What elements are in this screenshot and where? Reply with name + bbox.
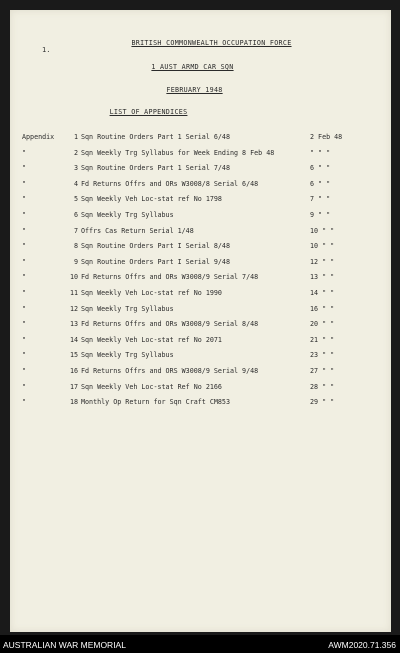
appendix-row — [10, 273, 391, 289]
appendix-number: 16 — [69, 366, 78, 375]
heading-force: BRITISH COMMONWEALTH OCCUPATION FORCE — [131, 39, 292, 47]
appendix-label: " — [22, 304, 27, 313]
appendix-date: 7 " " — [310, 195, 331, 204]
appendix-description: Sqn Weekly Trg Syllabus — [81, 351, 174, 360]
appendix-description: Sqn Weekly Trg Syllabus — [81, 304, 174, 313]
appendix-date: 23 " " — [310, 351, 335, 360]
appendix-list — [10, 133, 391, 414]
appendix-date: " " " — [310, 148, 331, 157]
appendix-row — [10, 133, 391, 149]
appendix-date: 6 " " — [310, 164, 331, 173]
appendix-number: 3 — [73, 164, 78, 173]
appendix-number: 17 — [69, 382, 78, 391]
appendix-number: 1 — [73, 133, 78, 141]
appendix-row — [10, 320, 391, 336]
appendix-number: 8 — [73, 242, 78, 251]
appendix-row — [10, 305, 391, 321]
appendix-date: 14 " " — [310, 288, 335, 297]
appendix-row — [10, 336, 391, 352]
appendix-row — [10, 289, 391, 305]
appendix-label: " — [22, 164, 27, 173]
appendix-label: " — [22, 210, 27, 219]
appendix-date: 16 " " — [310, 304, 335, 313]
appendix-date: 28 " " — [310, 382, 335, 391]
appendix-description: Sqn Routine Orders Part 1 Serial 7/48 — [81, 164, 230, 173]
appendix-description: Fd Returns Offrs and ORs W3008/9 Serial 8/48 — [81, 320, 259, 329]
appendix-label: " — [22, 273, 27, 282]
appendix-row — [10, 351, 391, 367]
appendix-number: 6 — [73, 210, 78, 219]
appendix-label: " — [22, 257, 27, 266]
appendix-description: Monthly Op Return for Sqn Craft CM853 — [81, 398, 230, 407]
heading-list-title: LIST OF APPENDICES — [109, 108, 188, 116]
appendix-description: Sqn Weekly Veh Loc-stat ref No 1990 — [81, 288, 222, 297]
appendix-row — [10, 242, 391, 258]
appendix-number: 2 — [73, 148, 78, 157]
appendix-row — [10, 258, 391, 274]
appendix-label: " — [22, 179, 27, 188]
appendix-row — [10, 149, 391, 165]
heading-month: FEBRUARY 1948 — [166, 86, 223, 94]
appendix-row — [10, 164, 391, 180]
appendix-number: 13 — [69, 320, 78, 329]
appendix-row — [10, 195, 391, 211]
appendix-description: Fd Returns Offrs and ORS W3008/9 Serial 9/48 — [81, 366, 259, 375]
appendix-number: 18 — [69, 398, 78, 407]
appendix-label: " — [22, 320, 27, 329]
heading-unit: 1 AUST ARMD CAR SQN — [151, 63, 234, 71]
appendix-label: Appendix — [22, 133, 55, 141]
appendix-label: " — [22, 366, 27, 375]
appendix-number: 14 — [69, 335, 78, 344]
appendix-label: " — [22, 242, 27, 251]
appendix-row — [10, 398, 391, 414]
appendix-description: Offrs Cas Return Serial 1/48 — [81, 226, 194, 235]
appendix-description: Fd Returns Offrs and ORs W3008/9 Serial 7/48 — [81, 273, 259, 282]
appendix-date: 9 " " — [310, 210, 331, 219]
appendix-row — [10, 367, 391, 383]
appendix-description: Sqn Routine Orders Part 1 Serial 6/48 — [81, 133, 230, 141]
appendix-description: Sqn Weekly Trg Syllabus for Week Ending 8 Feb 48 — [81, 148, 275, 157]
footer-institution: AUSTRALIAN WAR MEMORIAL — [3, 640, 126, 650]
appendix-label: " — [22, 351, 27, 360]
appendix-description: Sqn Weekly Trg Syllabus — [81, 210, 174, 219]
appendix-date: 27 " " — [310, 366, 335, 375]
appendix-number: 5 — [73, 195, 78, 204]
appendix-date: 20 " " — [310, 320, 335, 329]
appendix-date: 10 " " — [310, 242, 335, 251]
appendix-row — [10, 211, 391, 227]
appendix-label: " — [22, 382, 27, 391]
document-page — [10, 10, 391, 632]
appendix-label: " — [22, 148, 27, 157]
appendix-number: 11 — [69, 288, 78, 297]
appendix-label: " — [22, 288, 27, 297]
appendix-number: 9 — [73, 257, 78, 266]
page-mark: 1. — [42, 46, 51, 54]
footer-bar — [0, 635, 400, 653]
appendix-date: 2 Feb 48 — [310, 133, 343, 141]
appendix-description: Sqn Weekly Veh Loc-stat ref No 1798 — [81, 195, 222, 204]
appendix-date: 13 " " — [310, 273, 335, 282]
appendix-description: Sqn Routine Orders Part I Serial 9/48 — [81, 257, 230, 266]
appendix-number: 15 — [69, 351, 78, 360]
appendix-description: Sqn Routine Orders Part I Serial 8/48 — [81, 242, 230, 251]
appendix-description: Sqn Weekly Veh Loc-stat ref No 2071 — [81, 335, 222, 344]
appendix-row — [10, 180, 391, 196]
appendix-date: 21 " " — [310, 335, 335, 344]
appendix-number: 7 — [73, 226, 78, 235]
appendix-row — [10, 383, 391, 399]
appendix-label: " — [22, 195, 27, 204]
appendix-label: " — [22, 226, 27, 235]
appendix-label: " — [22, 398, 27, 407]
appendix-number: 4 — [73, 179, 78, 188]
appendix-date: 29 " " — [310, 398, 335, 407]
appendix-label: " — [22, 335, 27, 344]
appendix-description: Fd Returns Offrs and ORs W3008/8 Serial 6/48 — [81, 179, 259, 188]
appendix-number: 12 — [69, 304, 78, 313]
appendix-date: 6 " " — [310, 179, 331, 188]
appendix-number: 10 — [69, 273, 78, 282]
appendix-description: Sqn Weekly Veh Loc-stat Ref No 2166 — [81, 382, 222, 391]
footer-accession-id: AWM2020.71.356 — [328, 640, 396, 650]
appendix-date: 10 " " — [310, 226, 335, 235]
appendix-date: 12 " " — [310, 257, 335, 266]
appendix-row — [10, 227, 391, 243]
